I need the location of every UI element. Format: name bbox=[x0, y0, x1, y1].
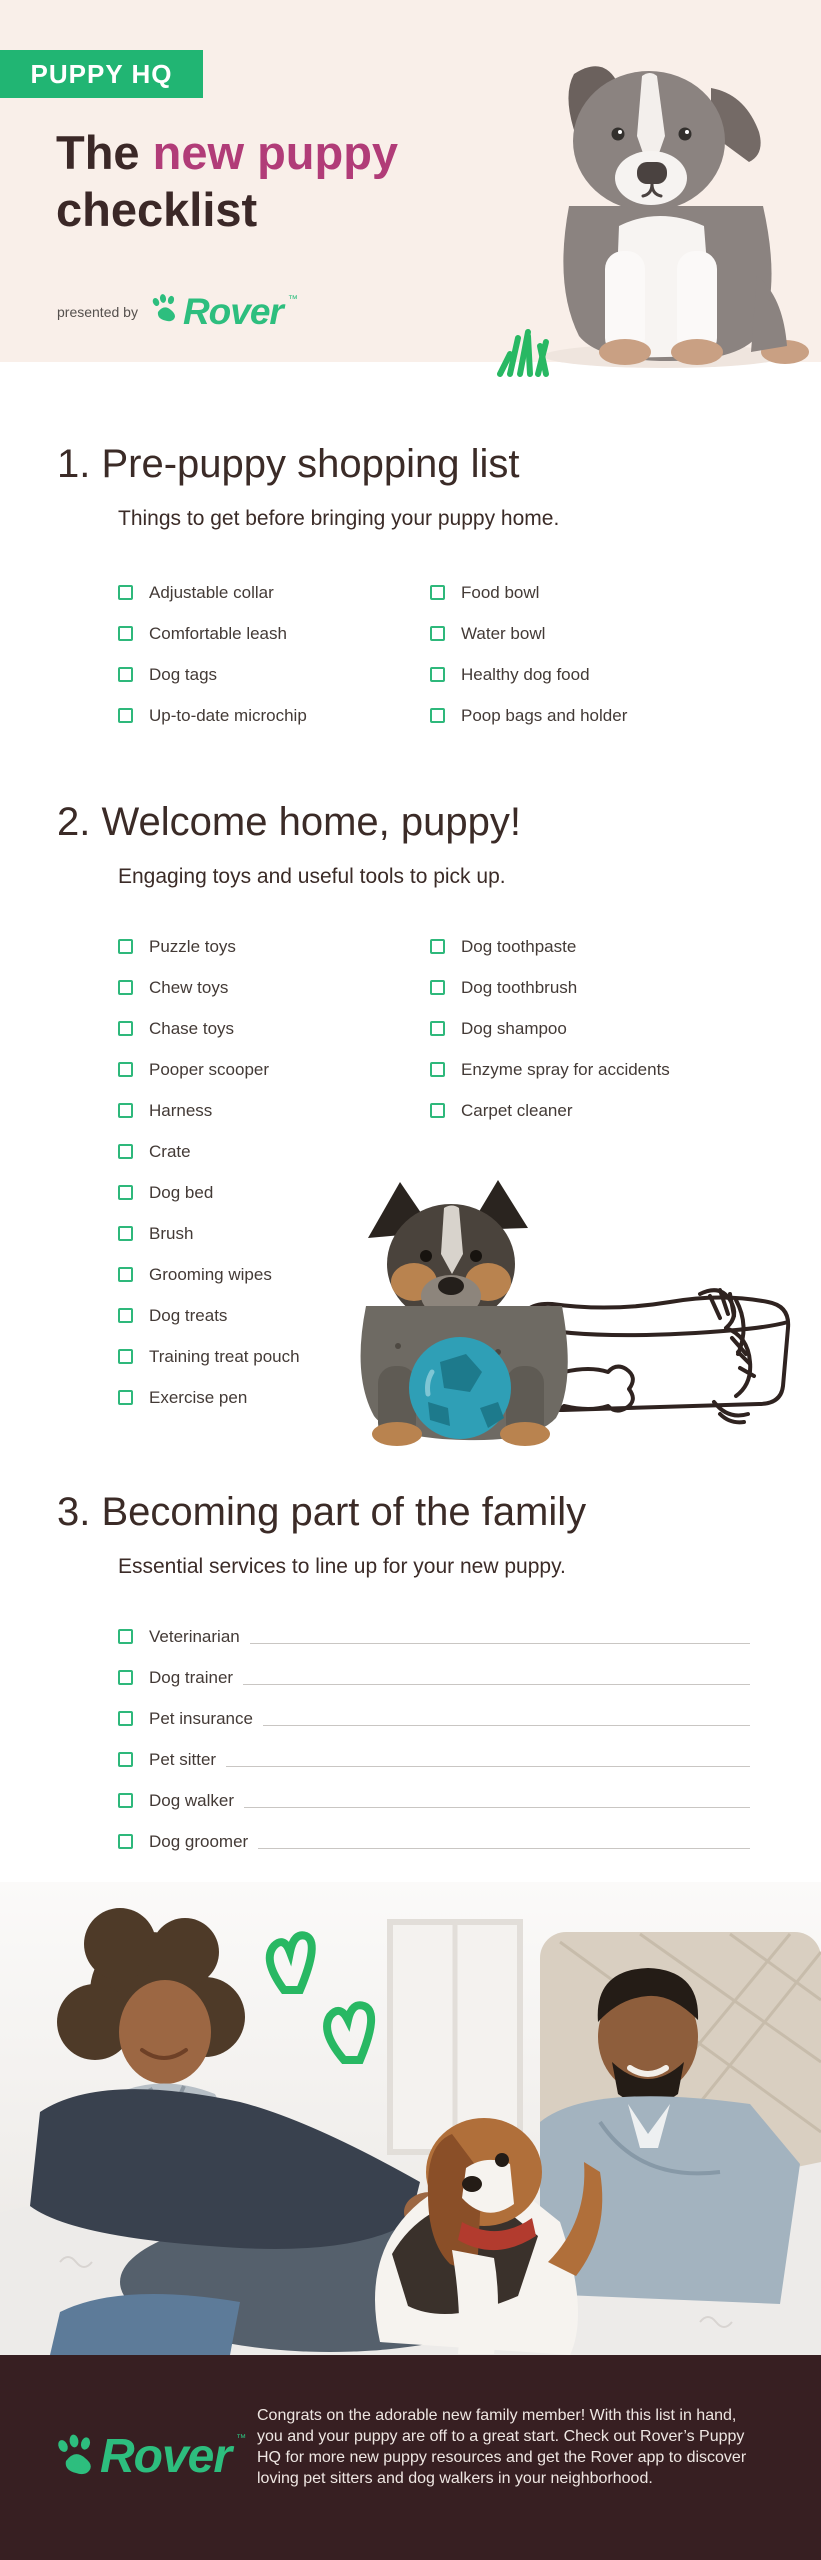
rover-paw-icon bbox=[150, 292, 178, 322]
section-1-column-2 bbox=[430, 572, 627, 736]
checklist-item bbox=[118, 1008, 430, 1049]
checklist-item bbox=[118, 572, 430, 613]
checklist-item bbox=[430, 1008, 670, 1049]
checklist-item-label: Pooper scooper bbox=[149, 1059, 270, 1079]
checkbox-icon[interactable] bbox=[118, 1670, 133, 1685]
rover-logo bbox=[150, 292, 298, 332]
section-3-heading bbox=[0, 1488, 821, 1536]
section-3-title: Becoming part of the family bbox=[101, 1490, 587, 1534]
checkbox-icon[interactable] bbox=[118, 1021, 133, 1036]
checklist-item-label: Food bowl bbox=[461, 582, 540, 602]
checkbox-icon[interactable] bbox=[430, 1062, 445, 1077]
page-title bbox=[56, 124, 398, 238]
footer-rover-logo bbox=[55, 2431, 246, 2483]
checkbox-icon[interactable] bbox=[118, 708, 133, 723]
write-in-line bbox=[263, 1725, 750, 1726]
section-3-checklist bbox=[0, 1616, 821, 1862]
checkbox-icon[interactable] bbox=[118, 1834, 133, 1849]
section-1-number: 1. bbox=[57, 442, 91, 486]
checkbox-icon[interactable] bbox=[118, 1752, 133, 1767]
presented-by-label: presented by bbox=[57, 304, 138, 320]
checklist-item-label: Training treat pouch bbox=[149, 1346, 300, 1366]
rover-paw-icon bbox=[55, 2431, 95, 2475]
checkbox-icon[interactable] bbox=[430, 1021, 445, 1036]
puppy-photo bbox=[499, 26, 819, 370]
write-in-line bbox=[244, 1807, 750, 1808]
checkbox-icon[interactable] bbox=[118, 667, 133, 682]
family-photo-illustration bbox=[0, 1882, 821, 2355]
checklist-item bbox=[118, 1657, 750, 1698]
checklist-item-label: Poop bags and holder bbox=[461, 705, 628, 725]
checklist-item-label: Water bowl bbox=[461, 623, 546, 643]
family-with-beagle-photo bbox=[0, 1882, 821, 2355]
section-3-number: 3. bbox=[57, 1490, 91, 1534]
checklist-item-label: Healthy dog food bbox=[461, 664, 590, 684]
rover-wordmark: Rover bbox=[182, 291, 283, 332]
checklist-item-label: Dog toothbrush bbox=[461, 977, 578, 997]
checklist-item-label: Harness bbox=[149, 1100, 213, 1120]
checkbox-icon[interactable] bbox=[430, 585, 445, 600]
checkbox-icon[interactable] bbox=[118, 980, 133, 995]
presented-by-row bbox=[57, 292, 298, 332]
checkbox-icon[interactable] bbox=[118, 1308, 133, 1323]
section-2-number: 2. bbox=[57, 800, 91, 844]
checkbox-icon[interactable] bbox=[430, 626, 445, 641]
dog-with-ball-and-bed-illustration bbox=[348, 1176, 810, 1448]
rover-trademark: ™ bbox=[236, 2433, 247, 2444]
checkbox-icon[interactable] bbox=[118, 1185, 133, 1200]
section-2-subtitle: Engaging toys and useful tools to pick up. bbox=[118, 865, 506, 888]
checklist-item bbox=[430, 695, 627, 736]
checklist-item bbox=[430, 1049, 670, 1090]
section-1-subtitle: Things to get before bringing your puppy home. bbox=[118, 507, 560, 530]
section-1-heading bbox=[0, 440, 821, 488]
checklist-item bbox=[430, 926, 670, 967]
section-pre-puppy-shopping bbox=[0, 440, 821, 736]
checklist-item-label: Dog walker bbox=[149, 1790, 235, 1810]
checklist-item-label: Chase toys bbox=[149, 1018, 235, 1038]
checklist-item-label: Puzzle toys bbox=[149, 936, 236, 956]
header bbox=[0, 0, 821, 362]
write-in-line bbox=[258, 1848, 750, 1849]
checklist-item bbox=[118, 1780, 750, 1821]
section-1-title: Pre-puppy shopping list bbox=[101, 442, 520, 486]
checklist-item-label: Veterinarian bbox=[149, 1626, 240, 1646]
puppy-hq-badge-label: PUPPY HQ bbox=[30, 58, 173, 89]
checklist-item-label: Carpet cleaner bbox=[461, 1100, 573, 1120]
checklist-item-label: Adjustable collar bbox=[149, 582, 274, 602]
checklist-item bbox=[430, 613, 627, 654]
checklist-item bbox=[118, 1616, 750, 1657]
title-part1: The bbox=[56, 126, 153, 179]
section-3-subtitle: Essential services to line up for your new puppy. bbox=[118, 1555, 566, 1578]
checkbox-icon[interactable] bbox=[430, 980, 445, 995]
checklist-item bbox=[430, 654, 627, 695]
checklist-item-label: Dog bed bbox=[149, 1182, 214, 1202]
checklist-item-label: Dog trainer bbox=[149, 1667, 234, 1687]
checklist-item-label: Comfortable leash bbox=[149, 623, 287, 643]
checkbox-icon[interactable] bbox=[430, 1103, 445, 1118]
write-in-line bbox=[226, 1766, 750, 1767]
section-2-heading bbox=[0, 798, 821, 846]
footer-message: Congrats on the adorable new family member! With this list in hand, you and your puppy are off to a great start. Check out Rover’s Puppy HQ for more new puppy resources and get the Rover app to discover loving pet sitters and dog walkers in your neighborhood. bbox=[257, 2407, 747, 2487]
title-accent: new puppy bbox=[152, 126, 399, 179]
checklist-item bbox=[430, 572, 627, 613]
rover-trademark: ™ bbox=[287, 294, 298, 305]
checklist-item-label: Dog shampoo bbox=[461, 1018, 567, 1038]
puppy-hq-badge bbox=[0, 50, 203, 98]
checklist-item-label: Dog toothpaste bbox=[461, 936, 577, 956]
checklist-item bbox=[118, 613, 430, 654]
checklist-item-label: Dog treats bbox=[149, 1305, 228, 1325]
checklist-item-label: Up-to-date microchip bbox=[149, 705, 307, 725]
checklist-item-label: Chew toys bbox=[149, 977, 229, 997]
checklist-item-label: Dog groomer bbox=[149, 1831, 249, 1851]
checkbox-icon[interactable] bbox=[430, 939, 445, 954]
footer bbox=[0, 2355, 821, 2560]
checkbox-icon[interactable] bbox=[118, 1103, 133, 1118]
section-2-title: Welcome home, puppy! bbox=[101, 800, 521, 844]
checkbox-icon[interactable] bbox=[118, 585, 133, 600]
checklist-item-label: Pet sitter bbox=[149, 1749, 217, 1769]
checklist-item-label: Dog tags bbox=[149, 664, 218, 684]
title-part2: checklist bbox=[56, 183, 258, 236]
write-in-line bbox=[243, 1684, 750, 1685]
checklist-item-label: Exercise pen bbox=[149, 1387, 248, 1407]
checkbox-icon[interactable] bbox=[118, 1711, 133, 1726]
checklist-item bbox=[118, 695, 430, 736]
checklist-item bbox=[118, 1090, 430, 1131]
checklist-item bbox=[118, 1739, 750, 1780]
write-in-line bbox=[250, 1643, 750, 1644]
checklist-item bbox=[118, 1698, 750, 1739]
checkbox-icon[interactable] bbox=[118, 1062, 133, 1077]
checklist-item-label: Pet insurance bbox=[149, 1708, 253, 1728]
checkbox-icon[interactable] bbox=[118, 1629, 133, 1644]
grass-doodle-icon bbox=[494, 328, 560, 378]
checkbox-icon[interactable] bbox=[118, 1793, 133, 1808]
checkbox-icon[interactable] bbox=[118, 1390, 133, 1405]
checkbox-icon[interactable] bbox=[118, 939, 133, 954]
checkbox-icon[interactable] bbox=[118, 1144, 133, 1159]
checkbox-icon[interactable] bbox=[430, 667, 445, 682]
checklist-item bbox=[430, 967, 670, 1008]
checklist-item-label: Crate bbox=[149, 1141, 191, 1161]
checklist-item bbox=[118, 1821, 750, 1862]
checklist-item-label: Grooming wipes bbox=[149, 1264, 272, 1284]
checklist-item-label: Enzyme spray for accidents bbox=[461, 1059, 670, 1079]
checklist-item bbox=[430, 1090, 670, 1131]
section-part-of-family bbox=[0, 1488, 821, 1862]
checklist-item-label: Brush bbox=[149, 1223, 194, 1243]
checklist-item bbox=[118, 654, 430, 695]
section-1-checklist bbox=[0, 572, 821, 736]
checkbox-icon[interactable] bbox=[118, 1267, 133, 1282]
checklist-item bbox=[118, 967, 430, 1008]
section-1-column-1 bbox=[118, 572, 430, 736]
checklist-item bbox=[118, 1131, 430, 1172]
cattle-dog-photo bbox=[361, 1180, 568, 1446]
checkbox-icon[interactable] bbox=[118, 1226, 133, 1241]
checklist-item bbox=[118, 1049, 430, 1090]
checkbox-icon[interactable] bbox=[118, 1349, 133, 1364]
checkbox-icon[interactable] bbox=[430, 708, 445, 723]
rover-wordmark: Rover bbox=[100, 2430, 232, 2483]
checklist-item bbox=[118, 926, 430, 967]
checkbox-icon[interactable] bbox=[118, 626, 133, 641]
